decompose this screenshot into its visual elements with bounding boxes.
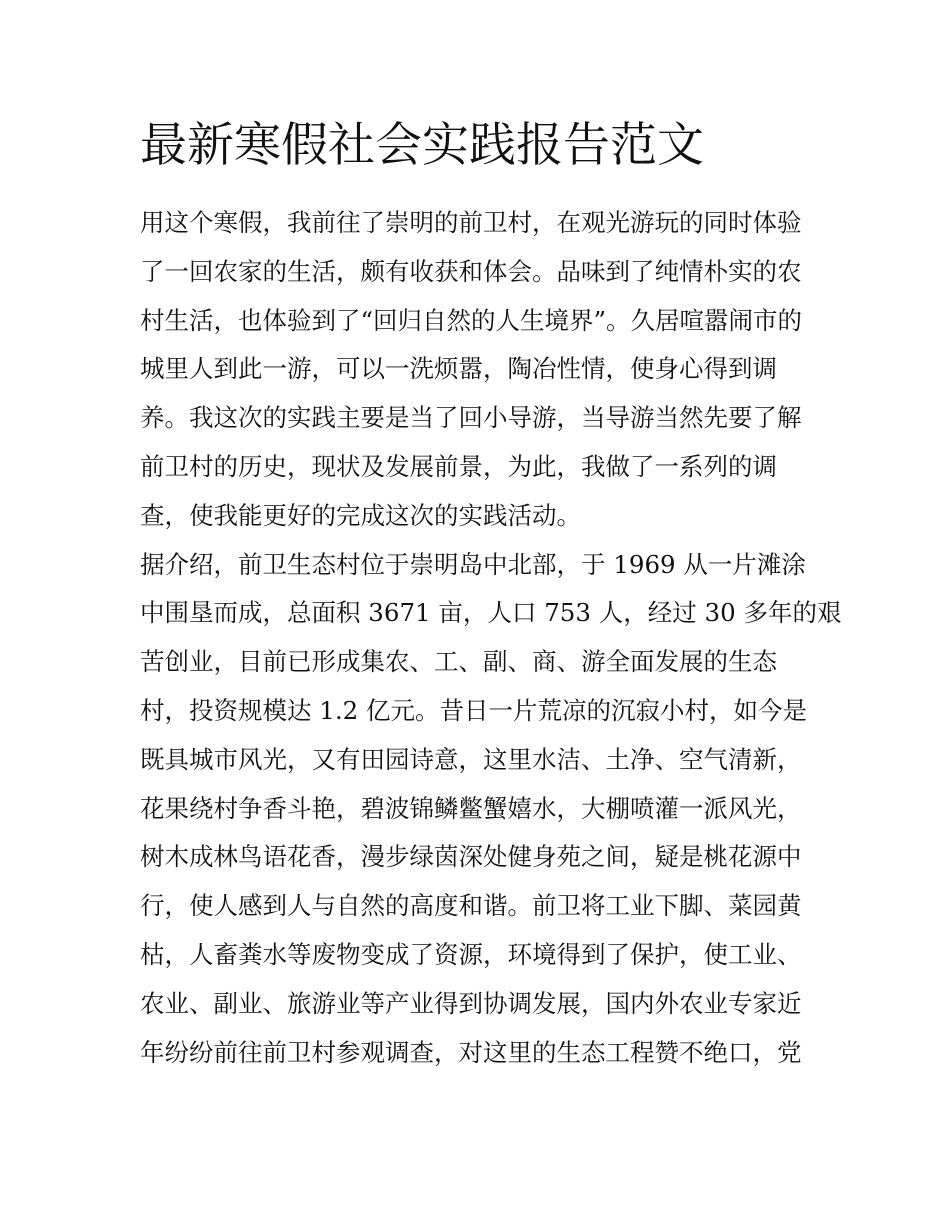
text-line: 花果绕村争香斗艳，碧波锦鳞鳖蟹嬉水，大棚喷灌一派风光， xyxy=(140,793,802,823)
text-line: 农业、副业、旅游业等产业得到协调发展，国内外农业专家近 xyxy=(140,988,802,1018)
text-line: 中围垦而成，总面积 3671 亩，人口 753 人，经过 30 多年的艰 xyxy=(140,598,842,628)
text-line: 养。我这次的实践主要是当了回小导游，当导游当然先要了解 xyxy=(140,403,802,433)
text-line: 据介绍，前卫生态村位于崇明岛中北部，于 1969 从一片滩涂 xyxy=(140,549,806,579)
text-line: 年纷纷前往前卫村参观调查，对这里的生态工程赞不绝口，党 xyxy=(140,1037,802,1067)
text-line: 了一回农家的生活，颇有收获和体会。品味到了纯情朴实的农 xyxy=(140,256,802,286)
document-title: 最新寒假社会实践报告范文 xyxy=(140,118,704,173)
text-line: 查，使我能更好的完成这次的实践活动。 xyxy=(140,500,581,530)
text-line: 树木成林鸟语花香，漫步绿茵深处健身苑之间，疑是桃花源中 xyxy=(140,842,802,872)
text-line: 行，使人感到人与自然的高度和谐。前卫将工业下脚、菜园黄 xyxy=(140,891,802,921)
document-body xyxy=(140,199,842,1077)
text-line: 用这个寒假，我前往了崇明的前卫村，在观光游玩的同时体验 xyxy=(140,208,802,237)
text-line: 城里人到此一游，可以一洗烦嚣，陶冶性情，使身心得到调 xyxy=(140,354,777,384)
text-line: 苦创业，目前已形成集农、工、副、商、游全面发展的生态 xyxy=(140,647,777,677)
text-line: 枯，人畜粪水等废物变成了资源，环境得到了保护，使工业、 xyxy=(140,939,802,969)
text-line: 前卫村的历史，现状及发展前景，为此，我做了一系列的调 xyxy=(140,451,777,481)
text-line: 村，投资规模达 1.2 亿元。昔日一片荒凉的沉寂小村，如今是 xyxy=(140,695,808,725)
text-line: 既具城市风光，又有田园诗意，这里水洁、土净、空气清新， xyxy=(140,744,802,774)
text-line: 村生活，也体验到了“回归自然的人生境界”。久居喧嚣闹市的 xyxy=(140,305,803,335)
